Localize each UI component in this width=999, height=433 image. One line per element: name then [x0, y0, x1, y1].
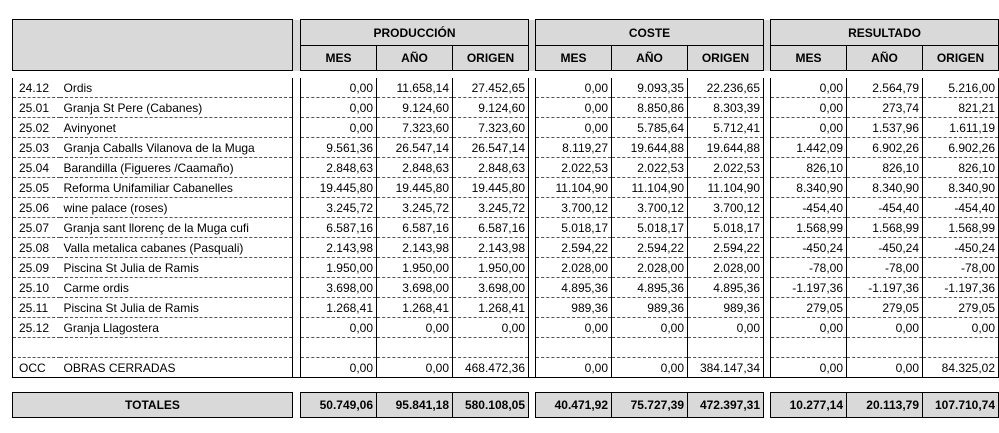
produccion-value: 9.124,60: [453, 98, 529, 118]
produccion-value: 19.445,80: [301, 178, 377, 198]
job-code: 25.04: [13, 158, 60, 178]
job-name: Piscina St Julia de Ramis: [60, 258, 293, 278]
produccion-value: 0,00: [377, 358, 453, 378]
produccion-value: [301, 338, 377, 358]
table-row: [13, 298, 999, 318]
table-row: [13, 138, 999, 158]
job-code: [13, 338, 60, 358]
job-code: 25.12: [13, 318, 60, 338]
job-name: Reforma Unifamiliar Cabanelles: [60, 178, 293, 198]
job-name: Granja Caballs Vilanova de la Muga: [60, 138, 293, 158]
table-row: [13, 358, 999, 378]
produccion-value: 6.587,16: [453, 218, 529, 238]
coste-value: 8.119,27: [536, 138, 612, 158]
resultado-header: RESULTADO: [771, 20, 999, 46]
resultado-value: 8.340,90: [847, 178, 923, 198]
coste-value: 0,00: [688, 318, 764, 338]
coste-value: 8.303,39: [688, 98, 764, 118]
job-code: 25.03: [13, 138, 60, 158]
produccion-value: 1.268,41: [453, 298, 529, 318]
coste-value: 989,36: [536, 298, 612, 318]
job-name: Granja sant llorenç de la Muga cufi: [60, 218, 293, 238]
produccion-value: 11.658,14: [377, 78, 453, 98]
produccion-value: 19.445,80: [377, 178, 453, 198]
job-code: 25.06: [13, 198, 60, 218]
produccion-value: [453, 338, 529, 358]
col-header-mes: MES: [771, 46, 847, 71]
table-row: [13, 158, 999, 178]
produccion-value: 2.143,98: [377, 238, 453, 258]
coste-value: 5.018,17: [688, 218, 764, 238]
totals-value: 20.113,79: [847, 393, 923, 418]
coste-value: 9.093,35: [612, 78, 688, 98]
job-code: OCC: [13, 358, 60, 378]
produccion-value: 0,00: [301, 358, 377, 378]
coste-value: 5.785,64: [612, 118, 688, 138]
coste-value: 22.236,65: [688, 78, 764, 98]
resultado-value: -1.197,36: [771, 278, 847, 298]
produccion-value: 19.445,80: [453, 178, 529, 198]
job-name: wine palace (roses): [60, 198, 293, 218]
resultado-value: -454,40: [847, 198, 923, 218]
produccion-value: 3.698,00: [377, 278, 453, 298]
resultado-value: 6.902,26: [847, 138, 923, 158]
table-row: [13, 338, 999, 358]
produccion-value: 468.472,36: [453, 358, 529, 378]
resultado-value: 826,10: [847, 158, 923, 178]
produccion-value: 26.547,14: [377, 138, 453, 158]
resultado-value: [923, 338, 999, 358]
table-row: [13, 238, 999, 258]
totals-label: TOTALES: [13, 393, 293, 418]
coste-value: 2.028,00: [688, 258, 764, 278]
produccion-value: 26.547,14: [453, 138, 529, 158]
resultado-value: 826,10: [771, 158, 847, 178]
job-name: Granja Llagostera: [60, 318, 293, 338]
table-row: [13, 118, 999, 138]
resultado-value: 1.537,96: [847, 118, 923, 138]
resultado-value: -454,40: [771, 198, 847, 218]
coste-value: 0,00: [536, 118, 612, 138]
job-code: 25.05: [13, 178, 60, 198]
job-name: Granja St Pere (Cabanes): [60, 98, 293, 118]
table-row: [13, 218, 999, 238]
resultado-value: 0,00: [771, 118, 847, 138]
resultado-value: 8.340,90: [771, 178, 847, 198]
coste-value: 11.104,90: [688, 178, 764, 198]
resultado-value: 279,05: [771, 298, 847, 318]
col-header-origen: ORIGEN: [688, 46, 764, 71]
produccion-value: 27.452,65: [453, 78, 529, 98]
resultado-value: 1.442,09: [771, 138, 847, 158]
coste-value: 11.104,90: [536, 178, 612, 198]
coste-value: 0,00: [536, 358, 612, 378]
resultado-value: 5.216,00: [923, 78, 999, 98]
produccion-value: 0,00: [301, 318, 377, 338]
table-row: [13, 318, 999, 338]
resultado-value: [847, 338, 923, 358]
coste-value: 2.022,53: [536, 158, 612, 178]
produccion-value: 9.561,36: [301, 138, 377, 158]
coste-header: COSTE: [536, 20, 764, 46]
job-code: 25.02: [13, 118, 60, 138]
coste-value: 11.104,90: [612, 178, 688, 198]
col-header-origen: ORIGEN: [453, 46, 529, 71]
resultado-value: [771, 338, 847, 358]
job-code: 25.08: [13, 238, 60, 258]
produccion-value: 3.698,00: [301, 278, 377, 298]
produccion-value: 1.950,00: [301, 258, 377, 278]
group-header-row: [13, 20, 999, 46]
resultado-value: -78,00: [847, 258, 923, 278]
col-header-mes: MES: [301, 46, 377, 71]
coste-value: [612, 338, 688, 358]
coste-value: 989,36: [612, 298, 688, 318]
table-row: [13, 258, 999, 278]
resultado-value: 1.568,99: [771, 218, 847, 238]
resultado-value: 0,00: [771, 318, 847, 338]
results-sheet: [12, 19, 996, 418]
produccion-value: 1.950,00: [377, 258, 453, 278]
job-code: 25.09: [13, 258, 60, 278]
job-code: 25.11: [13, 298, 60, 318]
job-code: 24.12: [13, 78, 60, 98]
job-name: Ordis: [60, 78, 293, 98]
resultado-value: 84.325,02: [923, 358, 999, 378]
totals-value: 107.710,74: [923, 393, 999, 418]
produccion-header: PRODUCCIÓN: [301, 20, 529, 46]
col-header-origen: ORIGEN: [923, 46, 999, 71]
coste-value: 4.895,36: [688, 278, 764, 298]
resultado-value: 273,74: [847, 98, 923, 118]
results-table: [12, 19, 999, 418]
coste-value: 5.712,41: [688, 118, 764, 138]
resultado-value: -454,40: [923, 198, 999, 218]
col-header-ano: AÑO: [612, 46, 688, 71]
job-name: [60, 338, 293, 358]
produccion-value: [377, 338, 453, 358]
table-row: [13, 78, 999, 98]
produccion-value: 2.143,98: [453, 238, 529, 258]
produccion-value: 2.848,63: [377, 158, 453, 178]
coste-value: 0,00: [536, 318, 612, 338]
coste-value: 3.700,12: [688, 198, 764, 218]
job-name: OBRAS CERRADAS: [60, 358, 293, 378]
job-name: Avinyonet: [60, 118, 293, 138]
resultado-value: -450,24: [923, 238, 999, 258]
table-body: [13, 71, 999, 378]
resultado-value: 279,05: [847, 298, 923, 318]
resultado-value: 0,00: [923, 318, 999, 338]
produccion-value: 0,00: [301, 118, 377, 138]
produccion-value: 1.268,41: [301, 298, 377, 318]
resultado-value: 821,21: [923, 98, 999, 118]
produccion-value: 2.848,63: [301, 158, 377, 178]
produccion-value: 2.143,98: [301, 238, 377, 258]
job-name: Piscina St Julia de Ramis: [60, 298, 293, 318]
coste-value: 19.644,88: [612, 138, 688, 158]
produccion-value: 0,00: [377, 318, 453, 338]
totals-value: 472.397,31: [688, 393, 764, 418]
resultado-value: -78,00: [771, 258, 847, 278]
coste-value: 5.018,17: [536, 218, 612, 238]
coste-value: [536, 338, 612, 358]
resultado-value: 8.340,90: [923, 178, 999, 198]
coste-value: 2.028,00: [536, 258, 612, 278]
col-header-ano: AÑO: [377, 46, 453, 71]
produccion-value: 0,00: [301, 98, 377, 118]
resultado-value: 0,00: [771, 98, 847, 118]
job-code: 25.10: [13, 278, 60, 298]
coste-value: 384.147,34: [688, 358, 764, 378]
table-row: [13, 278, 999, 298]
job-name: Valla metalica cabanes (Pasquali): [60, 238, 293, 258]
produccion-value: 3.245,72: [301, 198, 377, 218]
totals-value: 10.277,14: [771, 393, 847, 418]
produccion-value: 2.848,63: [453, 158, 529, 178]
coste-value: 2.594,22: [612, 238, 688, 258]
totals-value: 40.471,92: [536, 393, 612, 418]
produccion-value: 7.323,60: [453, 118, 529, 138]
coste-value: 0,00: [536, 78, 612, 98]
coste-value: 3.700,12: [536, 198, 612, 218]
produccion-value: 9.124,60: [377, 98, 453, 118]
coste-value: 8.850,86: [612, 98, 688, 118]
produccion-value: 3.245,72: [453, 198, 529, 218]
totals-value: 75.727,39: [612, 393, 688, 418]
resultado-value: -78,00: [923, 258, 999, 278]
coste-value: 4.895,36: [536, 278, 612, 298]
resultado-value: -450,24: [847, 238, 923, 258]
resultado-value: -1.197,36: [923, 278, 999, 298]
resultado-value: -450,24: [771, 238, 847, 258]
coste-value: 2.022,53: [688, 158, 764, 178]
resultado-value: 826,10: [923, 158, 999, 178]
coste-value: 3.700,12: [612, 198, 688, 218]
job-code: 25.07: [13, 218, 60, 238]
produccion-value: 1.950,00: [453, 258, 529, 278]
coste-value: 989,36: [688, 298, 764, 318]
job-name: Carme ordis: [60, 278, 293, 298]
col-header-ano: AÑO: [847, 46, 923, 71]
resultado-value: -1.197,36: [847, 278, 923, 298]
produccion-value: 0,00: [453, 318, 529, 338]
corner-header: [13, 20, 293, 71]
coste-value: [688, 338, 764, 358]
coste-value: 19.644,88: [688, 138, 764, 158]
resultado-value: 1.568,99: [847, 218, 923, 238]
resultado-value: 0,00: [771, 78, 847, 98]
coste-value: 2.594,22: [536, 238, 612, 258]
resultado-value: 0,00: [847, 318, 923, 338]
resultado-value: 0,00: [771, 358, 847, 378]
coste-value: 5.018,17: [612, 218, 688, 238]
resultado-value: 0,00: [847, 358, 923, 378]
resultado-value: 6.902,26: [923, 138, 999, 158]
job-code: 25.01: [13, 98, 60, 118]
table-row: [13, 178, 999, 198]
totals-row: [13, 393, 999, 418]
resultado-value: 1.611,19: [923, 118, 999, 138]
coste-value: 2.022,53: [612, 158, 688, 178]
produccion-value: 1.268,41: [377, 298, 453, 318]
totals-value: 50.749,06: [301, 393, 377, 418]
job-name: Barandilla (Figueres /Caamaño): [60, 158, 293, 178]
produccion-value: 6.587,16: [301, 218, 377, 238]
totals-value: 580.108,05: [453, 393, 529, 418]
produccion-value: 7.323,60: [377, 118, 453, 138]
coste-value: 0,00: [536, 98, 612, 118]
produccion-value: 0,00: [301, 78, 377, 98]
resultado-value: 1.568,99: [923, 218, 999, 238]
coste-value: 0,00: [612, 318, 688, 338]
resultado-value: 279,05: [923, 298, 999, 318]
produccion-value: 3.245,72: [377, 198, 453, 218]
col-header-mes: MES: [536, 46, 612, 71]
produccion-value: 6.587,16: [377, 218, 453, 238]
totals-value: 95.841,18: [377, 393, 453, 418]
coste-value: 2.028,00: [612, 258, 688, 278]
coste-value: 0,00: [612, 358, 688, 378]
resultado-value: 2.564,79: [847, 78, 923, 98]
table-row: [13, 98, 999, 118]
table-row: [13, 198, 999, 218]
produccion-value: 3.698,00: [453, 278, 529, 298]
coste-value: 2.594,22: [688, 238, 764, 258]
coste-value: 4.895,36: [612, 278, 688, 298]
